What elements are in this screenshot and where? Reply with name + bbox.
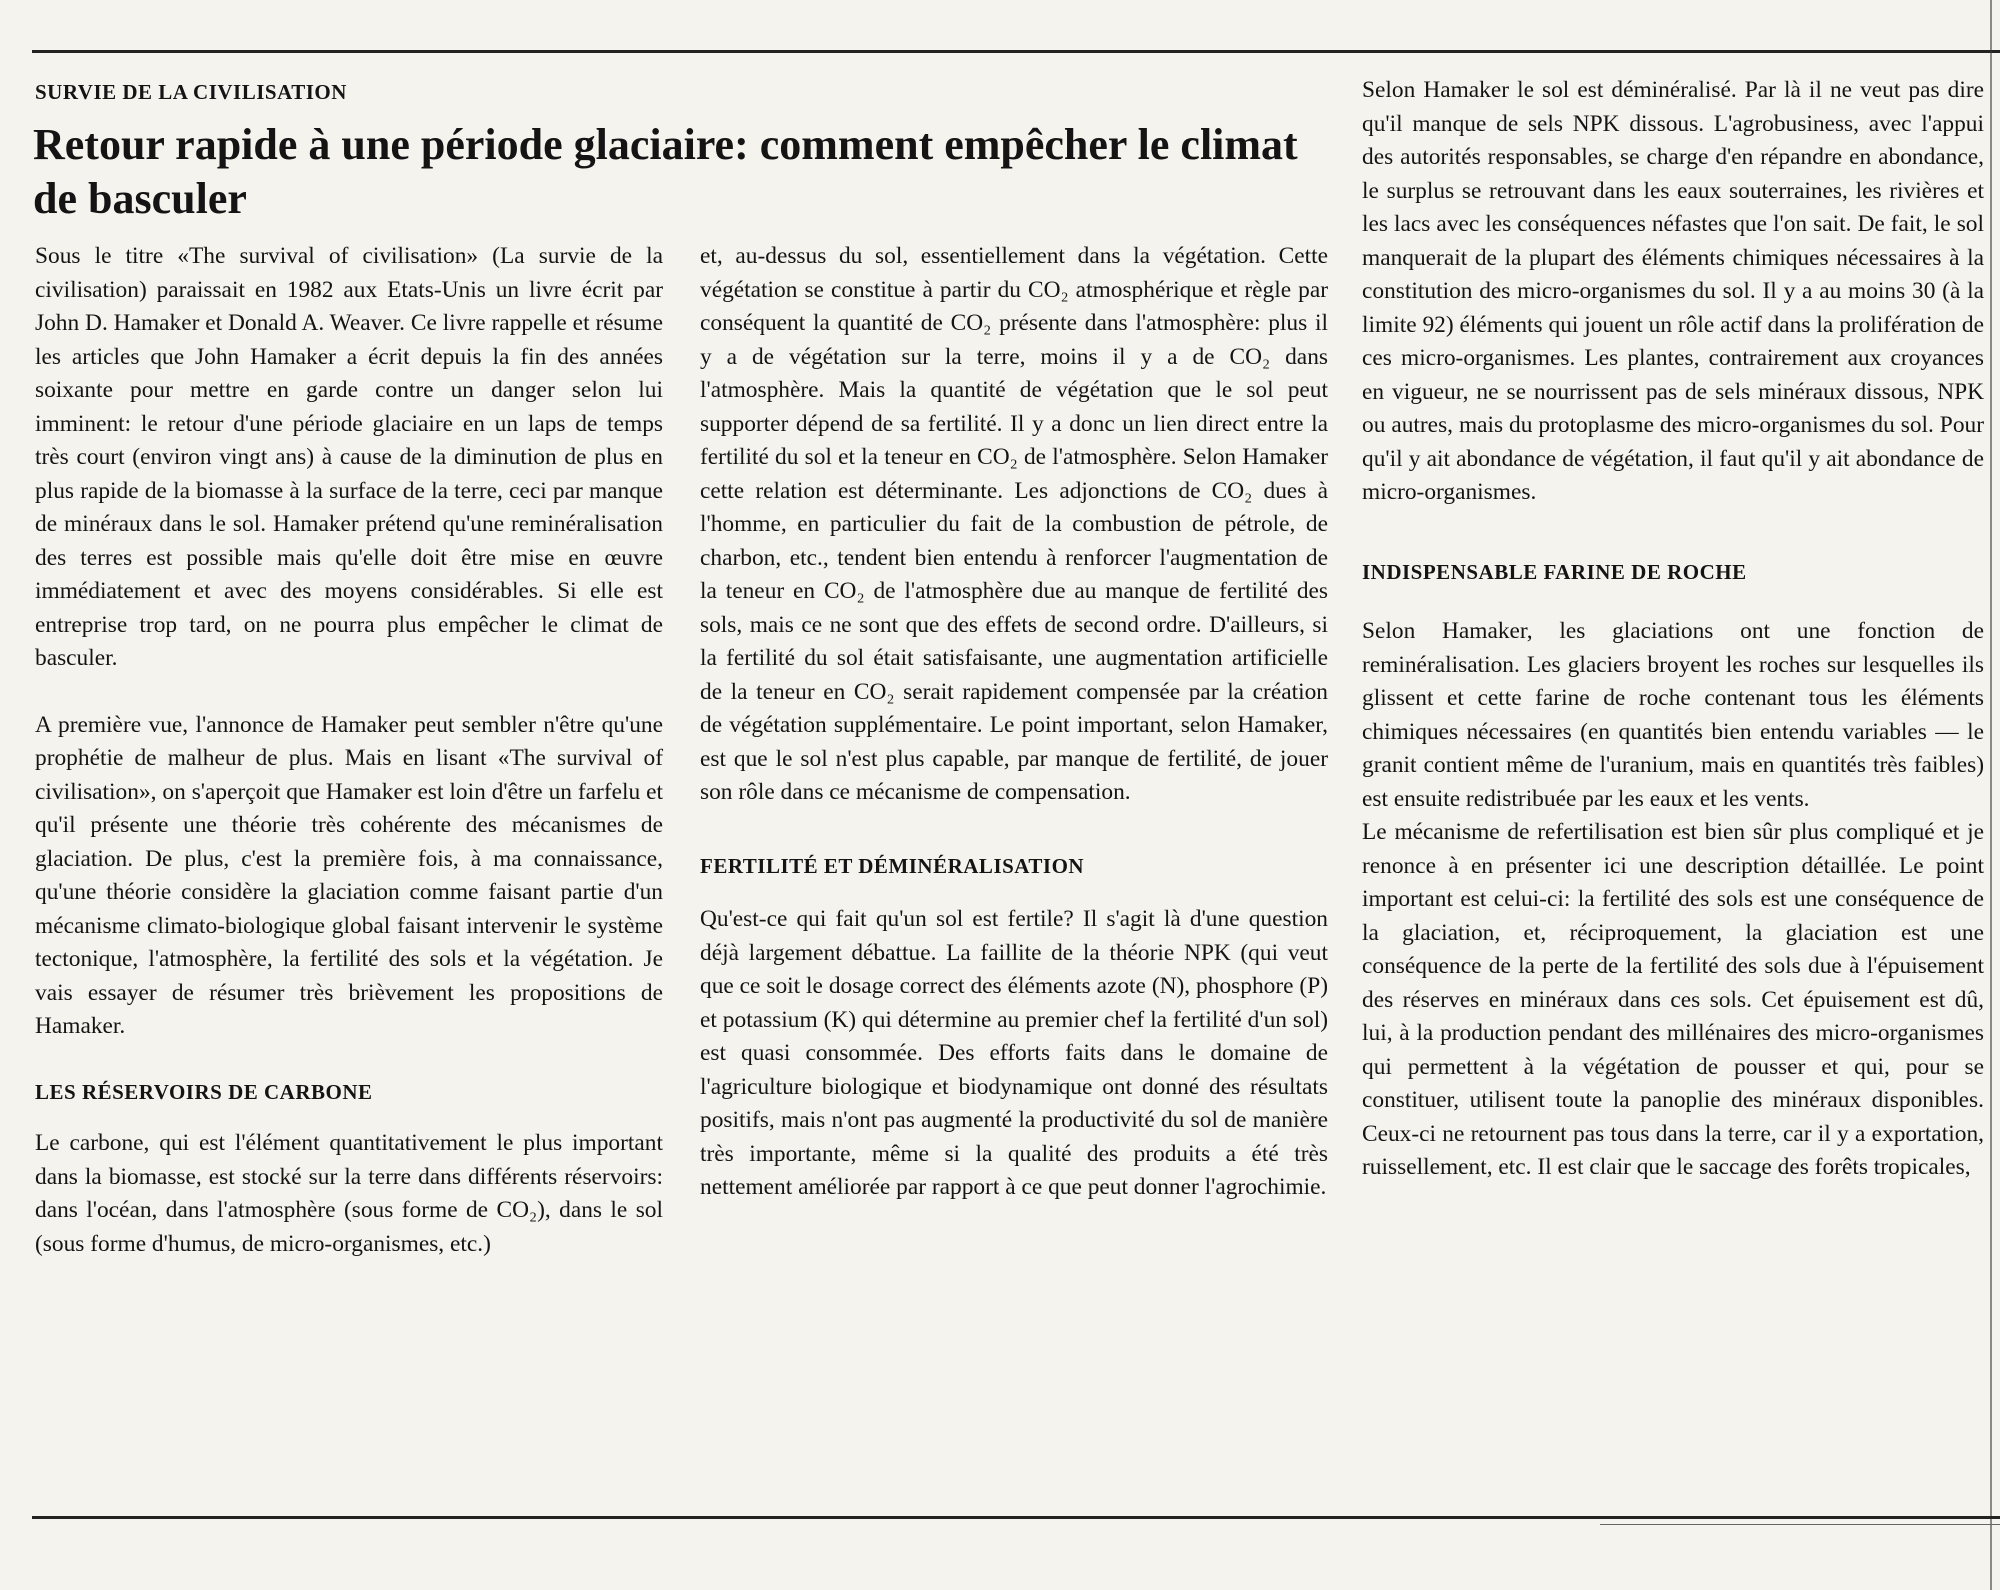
paragraph: Le carbone, qui est l'élément quantitativement le plus important dans la biomasse, est stocké sur la terre dans différents réservoirs: dans l'océan, dans l'atmosphère (sous forme de CO₂), dans le sol (sous forme d'humus, de micro-organismes, etc.) xyxy=(35,1130,663,1257)
top-rule xyxy=(32,50,2000,53)
subheading-carbon-reservoirs: LES RÉSERVOIRS DE CARBONE xyxy=(35,1079,373,1104)
section-kicker: SURVIE DE LA CIVILISATION xyxy=(35,80,347,104)
paragraph: et, au-dessus du sol, essentiellement dans la végétation. Cette végétation se constitue à partir du CO₂ atmosphérique et règle par conséquent la quantité de CO₂ présente dans l'atmosphère: plus il y a de végétation sur la terre, moins il y a de CO₂ dans l'atmosphère. Mais la quantité de végétation que le sol peut supporter dépend de sa fertilité. Il y a donc un lien direct entre la fertilité du sol et la teneur en CO₂ de l'atmosphère. Selon Hamaker cette relation est déterminante. Les adjonctions de CO₂ dues à l'homme, en particulier du fait de la combustion de pétrole, de charbon, etc., tendent bien entendu à renforcer l'augmentation de la teneur en CO₂ de l'atmosphère due au manque de fertilité des sols, mais ce ne sont que des effets de second ordre. D'ailleurs, si la fertilité du sol était satisfaisante, une augmentation artificielle de la teneur en CO₂ serait rapidement compensée par la création de végétation supplémentaire. Le point important, selon Hamaker, est que le sol n'est plus capable, par manque de fertilité, de jouer son rôle dans ce mécanisme de compensation. xyxy=(700,243,1328,805)
paragraph: Selon Hamaker, les glaciations ont une fonction de reminéralisation. Les glaciers broyent les roches sur lesquelles ils glissent et cette farine de roche contenant tous les éléments chimiques nécessaires (en quantités bien entendu variables — le granit contient même de l'uranium, mais en quantités très faibles) est ensuite redistribuée par les eaux et les vents. xyxy=(1362,618,1984,812)
column-1 xyxy=(35,240,663,1261)
paragraph: A première vue, l'annonce de Hamaker peut sembler n'être qu'une prophétie de malheur de plus. Mais en lisant «The survival of civilisation», on s'aperçoit que Hamaker est loin d'être un farfelu et qu'il présente une théorie très cohérente des mécanismes de glaciation. De plus, c'est la première fois, à ma connaissance, qu'une théorie considère la glaciation comme faisant partie d'un mécanisme climato-biologique global faisant intervenir le système tectonique, l'atmosphère, la fertilité des sols et la végétation. Je vais essayer de résumer très brièvement les propositions de Hamaker. xyxy=(35,711,663,1039)
page-edge xyxy=(1990,0,1992,1590)
paragraph: Selon Hamaker le sol est déminéralisé. Par là il ne veut pas dire qu'il manque de sels NPK dissous. L'agrobusiness, avec l'appui des autorités responsables, se charge d'en répandre en abondance, le surplus se retrouvant dans les eaux souterraines, les rivières et les lacs avec les conséquences néfastes que l'on sait. De fait, le sol manquerait de la plupart des éléments chimiques nécessaires à la constitution des micro-organismes du sol. Il y a au moins 30 (à la limite 92) éléments qui jouent un rôle actif dans la prolifération de ces micro-organismes. Les plantes, contrairement aux croyances en vigueur, ne se nourrissent pas de sels minéraux dissous, NPK ou autres, mais du protoplasme des micro-organismes du sol. Pour qu'il y ait abondance de végétation, il faut qu'il y ait abondance de micro-organismes. xyxy=(1362,77,1984,505)
bottom-rule xyxy=(32,1516,2000,1519)
subheading-fertility: FERTILITÉ ET DÉMINÉRALISATION xyxy=(700,853,1085,878)
subheading-rock-flour: INDISPENSABLE FARINE DE ROCHE xyxy=(1362,559,1747,584)
article-headline: Retour rapide à une période glaciaire: comment empêcher le climat de basculer xyxy=(33,120,1298,223)
bottom-rule-secondary xyxy=(1600,1524,2000,1525)
column-2 xyxy=(700,240,1328,1205)
paragraph: Sous le titre «The survival of civilisation» (La survie de la civilisation) paraissait en 1982 aux Etats-Unis un livre écrit par John D. Hamaker et Donald A. Weaver. Ce livre rappelle et résume les articles que John Hamaker a écrit depuis la fin des années soixante pour mettre en garde contre un danger selon lui imminent: le retour d'une période glaciaire en un laps de temps très court (environ vingt ans) à cause de la diminution de plus en plus rapide de la biomasse à la surface de la terre, ceci par manque de minéraux dans le sol. Hamaker prétend qu'une reminéralisation des terres est possible mais qu'elle doit être mise en œuvre immédiatement et avec des moyens considérables. Si elle est entreprise trop tard, on ne pourra plus empêcher le climat de basculer. xyxy=(35,243,663,671)
paragraph: Qu'est-ce qui fait qu'un sol est fertile? Il s'agit là d'une question déjà largement débattue. La faillite de la théorie NPK (qui veut que ce soit le dosage correct des éléments azote (N), phosphore (P) et potassium (K) qui détermine au premier chef la fertilité d'un sol) est quasi consommée. Des efforts faits dans le domaine de l'agriculture biologique et biodynamique ont donné des résultats positifs, mais n'ont pas augmenté la productivité du sol de manière très importante, même si la qualité des produits a été très nettement améliorée par rapport à ce que peut donner l'agrochimie. xyxy=(700,906,1328,1200)
column-3 xyxy=(1362,74,1984,1185)
paragraph: Le mécanisme de refertilisation est bien sûr plus compliqué et je renonce à en présenter ici une description détaillée. Le point important est celui-ci: la fertilité des sols est une conséquence de la glaciation, et, réciproquement, la glaciation est une conséquence de la perte de la fertilité des sols due à l'épuisement des réserves en minéraux dans ces sols. Cet épuisement est dû, lui, à la production pendant des millénaires des micro-organismes qui permettent à la végétation de pousser et qui, pour se constituer, utilisent toute la panoplie des minéraux disponibles. Ceux-ci ne retournent pas tous dans la terre, car il y a exportation, ruissellement, etc. Il est clair que le saccage des forêts tropicales, xyxy=(1362,819,1984,1180)
